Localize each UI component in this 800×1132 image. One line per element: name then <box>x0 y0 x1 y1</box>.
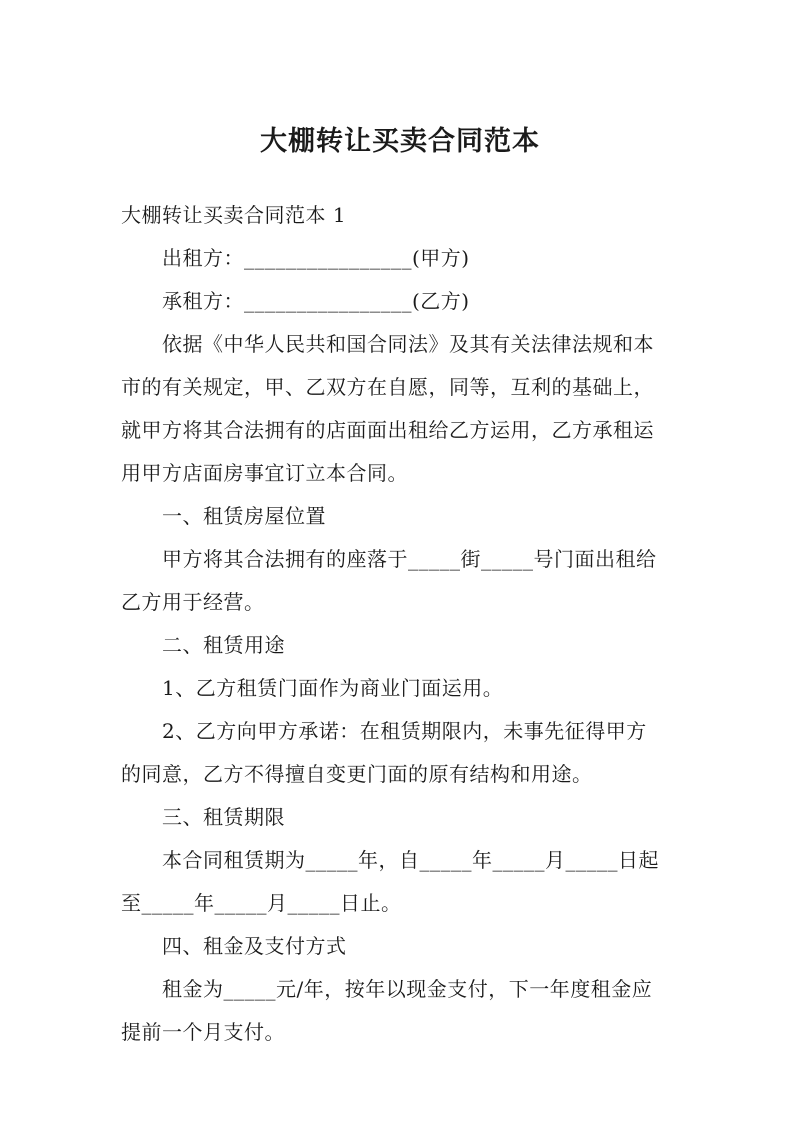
paragraph-line: 租金为_____元/年，按年以现金支付，下一年度租金应 <box>162 977 653 1001</box>
paragraph-line: 2、乙方向甲方承诺：在租赁期限内，未事先征得甲方 <box>162 719 647 743</box>
paragraph-line: 至_____年_____月_____日止。 <box>121 891 402 915</box>
lessee-line: 承租方：________________(乙方) <box>162 289 470 313</box>
paragraph-line: 甲方将其合法拥有的座落于_____街_____号门面出租给 <box>162 547 657 571</box>
paragraph-line: 市的有关规定，甲、乙双方在自愿，同等，互利的基础上， <box>121 375 654 399</box>
paragraph-line: 乙方用于经营。 <box>121 590 265 614</box>
document-title: 大棚转让买卖合同范本 <box>260 126 540 157</box>
paragraph-line: 用甲方店面房事宜订立本合同。 <box>121 461 408 485</box>
paragraph-line: 本合同租赁期为_____年，自_____年_____月_____日起 <box>162 848 659 872</box>
paragraph-line: 依据《中华人民共和国合同法》及其有关法律法规和本 <box>162 332 654 356</box>
section-heading: 大棚转让买卖合同范本 1 <box>121 203 347 227</box>
clause-heading: 二、租赁用途 <box>162 633 285 657</box>
paragraph-line: 提前一个月支付。 <box>121 1020 285 1044</box>
clause-heading: 一、租赁房屋位置 <box>162 504 326 528</box>
paragraph-line: 的同意，乙方不得擅自变更门面的原有结构和用途。 <box>121 762 593 786</box>
clause-heading: 四、租金及支付方式 <box>162 934 347 958</box>
paragraph-line: 就甲方将其合法拥有的店面面出租给乙方运用，乙方承租运 <box>121 418 654 442</box>
lessor-line: 出租方：________________(甲方) <box>162 246 470 270</box>
paragraph-line: 1、乙方租赁门面作为商业门面运用。 <box>162 676 504 700</box>
clause-heading: 三、租赁期限 <box>162 805 285 829</box>
